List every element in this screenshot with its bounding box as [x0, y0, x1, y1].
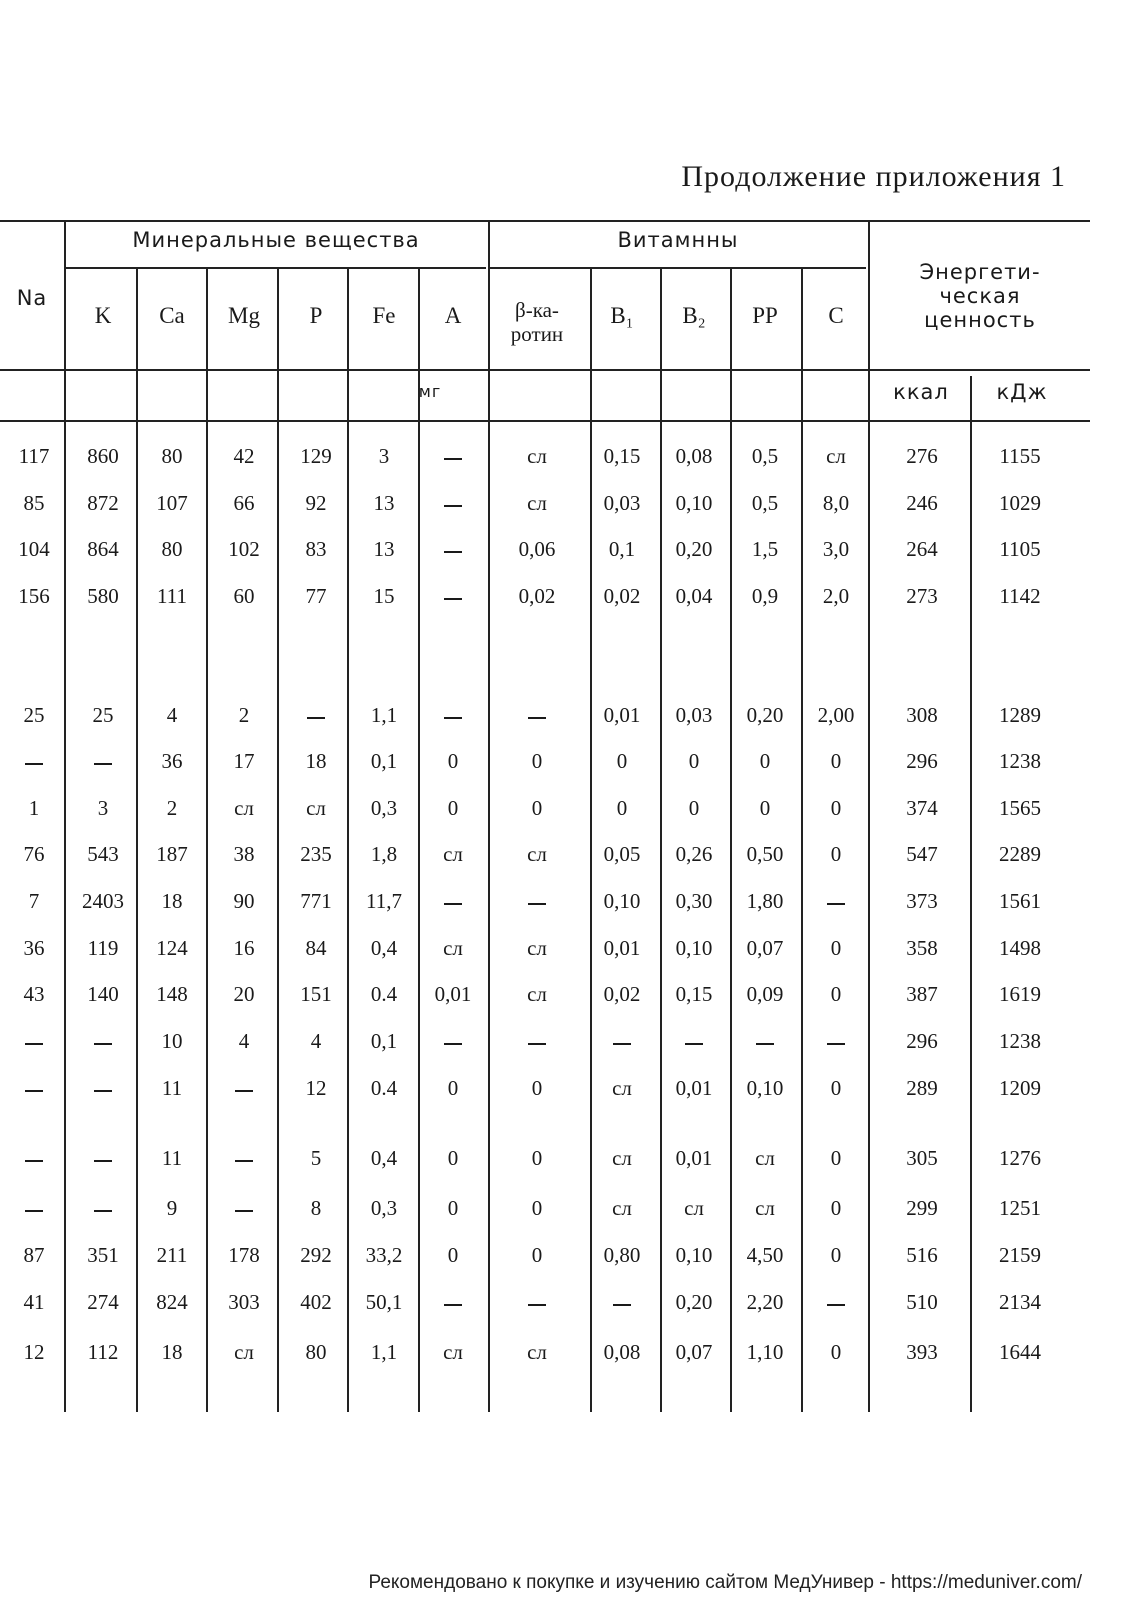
table-cell: 3 [378, 444, 390, 468]
table-cell: 1565 [999, 796, 1041, 820]
table-cell: 1,80 [746, 889, 784, 913]
table-cell: 25 [23, 703, 45, 727]
table-cell: 0,05 [603, 842, 641, 866]
table-cell: 129 [300, 444, 332, 468]
column-header: K [94, 303, 112, 328]
table-cell: 387 [906, 982, 938, 1006]
table-cell: 18 [161, 889, 183, 913]
table-cell: 1561 [999, 889, 1041, 913]
table-cell: 12 [23, 1340, 45, 1364]
table-cell: 10 [161, 1029, 183, 1053]
table-cell: сл [527, 444, 547, 468]
column-header: P [309, 303, 323, 328]
table-cell: 85 [23, 491, 45, 515]
table-cell: 246 [906, 491, 938, 515]
table-cell: 17 [233, 749, 255, 773]
table-cell: 0.4 [370, 1076, 398, 1100]
table-cell: 42 [233, 444, 255, 468]
table-cell: 864 [87, 537, 119, 561]
table-cell: 0 [830, 1196, 842, 1220]
table-cell: 0 [830, 982, 842, 1006]
table-cell: 0 [759, 796, 771, 820]
table-cell: 0,1 [608, 537, 636, 561]
table-cell: сл [527, 842, 547, 866]
table-cell: 0 [830, 842, 842, 866]
table-cell: 0,26 [675, 842, 713, 866]
table-cell: 8,0 [822, 491, 850, 515]
dash-mark [528, 903, 546, 905]
table-cell: 0,04 [675, 584, 713, 608]
header-energy-line: ценность [924, 308, 1036, 332]
table-cell: 0,10 [603, 889, 641, 913]
table-cell: 0,4 [370, 1146, 398, 1170]
table-cell: 80 [305, 1340, 327, 1364]
column-divider [730, 268, 732, 1412]
table-cell: 13 [373, 491, 395, 515]
column-header: A [444, 303, 462, 328]
table-cell: 2,0 [822, 584, 850, 608]
column-header: β-ка- [515, 298, 559, 322]
table-cell: 393 [906, 1340, 938, 1364]
table-cell: сл [527, 982, 547, 1006]
table-cell: 80 [161, 444, 183, 468]
table-cell: сл [527, 491, 547, 515]
table-cell: 2159 [999, 1243, 1041, 1267]
table-cell: 1276 [999, 1146, 1041, 1170]
table-cell: сл [684, 1196, 704, 1220]
table-cell: 43 [23, 982, 45, 1006]
table-cell: 0 [447, 1146, 459, 1170]
table-cell: 187 [156, 842, 188, 866]
table-cell: 0,5 [751, 491, 779, 515]
table-cell: 0,03 [675, 703, 713, 727]
table-cell: 2403 [82, 889, 124, 913]
column-header: B₂ [682, 303, 706, 328]
table-cell: 1155 [999, 444, 1041, 468]
header-na: Na [16, 286, 48, 310]
dash-mark [444, 458, 462, 460]
table-cell: 117 [18, 444, 50, 468]
table-cell: 111 [157, 584, 187, 608]
dash-mark [25, 1090, 43, 1092]
table-cell: сл [234, 796, 254, 820]
table-cell: 0 [830, 936, 842, 960]
table-cell: 0 [688, 796, 700, 820]
table-cell: 156 [18, 584, 50, 608]
table-cell: 0 [759, 749, 771, 773]
table-cell: 0 [531, 1243, 543, 1267]
column-divider [660, 268, 662, 1412]
table-cell: 1289 [999, 703, 1041, 727]
table-cell: 0,01 [675, 1076, 713, 1100]
table-cell: 12 [305, 1076, 327, 1100]
table-cell: 0 [830, 796, 842, 820]
table-cell: 0 [531, 796, 543, 820]
table-cell: 296 [906, 1029, 938, 1053]
table-cell: 0 [830, 1076, 842, 1100]
table-cell: 11 [161, 1146, 183, 1170]
dash-mark [444, 505, 462, 507]
table-cell: 151 [300, 982, 332, 1006]
table-cell: сл [612, 1146, 632, 1170]
table-cell: 273 [906, 584, 938, 608]
table-cell: 0 [830, 1340, 842, 1364]
dash-mark [827, 1304, 845, 1306]
table-cell: 77 [305, 584, 327, 608]
table-cell: 235 [300, 842, 332, 866]
table-cell: сл [443, 842, 463, 866]
dash-mark [444, 1043, 462, 1045]
table-cell: 0,03 [603, 491, 641, 515]
table-cell: 0,01 [434, 982, 472, 1006]
table-cell: 0,06 [518, 537, 556, 561]
table-cell: сл [612, 1196, 632, 1220]
units-kcal: ккал [893, 380, 949, 404]
table-cell: сл [755, 1146, 775, 1170]
dash-mark [444, 1304, 462, 1306]
table-cell: 510 [906, 1290, 938, 1314]
table-cell: 0 [531, 1196, 543, 1220]
column-divider [418, 268, 420, 1412]
table-cell: 1,1 [370, 1340, 398, 1364]
table-cell: 1,1 [370, 703, 398, 727]
dash-mark [756, 1043, 774, 1045]
dash-mark [444, 903, 462, 905]
table-cell: сл [612, 1076, 632, 1100]
table-cell: 0,07 [746, 936, 784, 960]
table-cell: 299 [906, 1196, 938, 1220]
table-cell: 0,02 [603, 584, 641, 608]
table-cell: 0,10 [675, 491, 713, 515]
table-cell: 0,1 [370, 749, 398, 773]
table-cell: 148 [156, 982, 188, 1006]
column-divider [801, 268, 803, 1412]
dash-mark [94, 1090, 112, 1092]
table-cell: сл [755, 1196, 775, 1220]
table-cell: 33,2 [365, 1243, 403, 1267]
table-cell: 2134 [999, 1290, 1041, 1314]
table-cell: 303 [228, 1290, 260, 1314]
table-cell: 4 [310, 1029, 322, 1053]
table-cell: 1209 [999, 1076, 1041, 1100]
table-cell: 18 [305, 749, 327, 773]
dash-mark [827, 1043, 845, 1045]
column-header: Ca [159, 303, 185, 328]
table-cell: 90 [233, 889, 255, 913]
column-header: Fe [372, 303, 396, 328]
table-cell: 0 [830, 749, 842, 773]
table-cell: 13 [373, 537, 395, 561]
rule-line [66, 267, 486, 269]
table-cell: 289 [906, 1076, 938, 1100]
dash-mark [685, 1043, 703, 1045]
table-cell: сл [443, 936, 463, 960]
table-cell: 66 [233, 491, 255, 515]
table-cell: 824 [156, 1290, 188, 1314]
table-cell: 0,20 [746, 703, 784, 727]
table-cell: 0,10 [675, 936, 713, 960]
table-cell: 0 [447, 1243, 459, 1267]
table-cell: 76 [23, 842, 45, 866]
dash-mark [25, 1160, 43, 1162]
dash-mark [94, 1043, 112, 1045]
table-cell: 112 [87, 1340, 119, 1364]
column-divider [590, 268, 592, 1412]
dash-mark [235, 1160, 253, 1162]
table-cell: 4 [166, 703, 178, 727]
table-cell: 0,01 [603, 936, 641, 960]
table-cell: 0 [531, 749, 543, 773]
table-cell: 1238 [999, 1029, 1041, 1053]
table-cell: сл [527, 936, 547, 960]
table-cell: 351 [87, 1243, 119, 1267]
table-cell: 16 [233, 936, 255, 960]
table-cell: 11,7 [366, 889, 402, 913]
table-cell: 0 [616, 796, 628, 820]
table-cell: 543 [87, 842, 119, 866]
table-cell: 87 [23, 1243, 45, 1267]
table-cell: 0,5 [751, 444, 779, 468]
table-cell: 0 [531, 1146, 543, 1170]
table-cell: 580 [87, 584, 119, 608]
table-cell: 0,08 [603, 1340, 641, 1364]
table-cell: 0 [447, 1196, 459, 1220]
table-cell: 1619 [999, 982, 1041, 1006]
table-cell: 1029 [999, 491, 1041, 515]
table-cell: 0,10 [746, 1076, 784, 1100]
table-cell: 0,3 [370, 1196, 398, 1220]
table-cell: 0,01 [603, 703, 641, 727]
table-cell: 7 [28, 889, 40, 913]
table-cell: 0,30 [675, 889, 713, 913]
column-header: C [828, 303, 844, 328]
table-cell: 140 [87, 982, 119, 1006]
table-cell: 0 [447, 796, 459, 820]
rule-line [0, 420, 1090, 422]
column-header: B₁ [610, 303, 634, 328]
footer-note[interactable]: Рекомендовано к покупке и изучению сайтом МедУнивер - https://meduniver.com/ [368, 1572, 1082, 1593]
table-cell: 92 [305, 491, 327, 515]
page-title: Продолжение приложения 1 [681, 160, 1066, 193]
dash-mark [25, 1043, 43, 1045]
table-cell: 0,07 [675, 1340, 713, 1364]
dash-mark [827, 903, 845, 905]
table-cell: 9 [166, 1196, 178, 1220]
table-cell: сл [527, 1340, 547, 1364]
table-cell: 18 [161, 1340, 183, 1364]
table-cell: 0 [616, 749, 628, 773]
table-cell: 0 [531, 1076, 543, 1100]
table-cell: 124 [156, 936, 188, 960]
table-cell: сл [234, 1340, 254, 1364]
dash-mark [307, 717, 325, 719]
rule-line [490, 267, 866, 269]
dash-mark [94, 1160, 112, 1162]
table-cell: 1251 [999, 1196, 1041, 1220]
table-cell: 296 [906, 749, 938, 773]
table-cell: 0 [830, 1243, 842, 1267]
dash-mark [528, 1043, 546, 1045]
table-cell: 4,50 [746, 1243, 784, 1267]
table-cell: 0,4 [370, 936, 398, 960]
table-cell: 872 [87, 491, 119, 515]
table-cell: 0.4 [370, 982, 398, 1006]
dash-mark [444, 717, 462, 719]
dash-mark [25, 1210, 43, 1212]
header-energy-line: ческая [939, 284, 1021, 308]
table-cell: сл [306, 796, 326, 820]
table-cell: 1142 [999, 584, 1041, 608]
table-cell: 102 [228, 537, 260, 561]
table-cell: 0,9 [751, 584, 779, 608]
table-cell: 0,02 [603, 982, 641, 1006]
table-cell: сл [443, 1340, 463, 1364]
table-cell: 0,80 [603, 1243, 641, 1267]
dash-mark [528, 717, 546, 719]
table-cell: 36 [23, 936, 45, 960]
table-cell: 5 [310, 1146, 322, 1170]
header-energy-line: Энергети- [919, 260, 1041, 284]
table-cell: 3 [97, 796, 109, 820]
table-cell: 1105 [999, 537, 1041, 561]
table-cell: 8 [310, 1196, 322, 1220]
table-cell: 1238 [999, 749, 1041, 773]
table-cell: 20 [233, 982, 255, 1006]
dash-mark [235, 1090, 253, 1092]
units-kj: кДж [996, 380, 1048, 404]
table-cell: 274 [87, 1290, 119, 1314]
units-mg: мг [418, 382, 442, 401]
table-cell: 178 [228, 1243, 260, 1267]
table-cell: 38 [233, 842, 255, 866]
column-divider [206, 268, 208, 1412]
table-cell: 0,09 [746, 982, 784, 1006]
column-divider [347, 268, 349, 1412]
table-cell: 0,3 [370, 796, 398, 820]
dash-mark [94, 1210, 112, 1212]
table-cell: 771 [300, 889, 332, 913]
table-cell: 41 [23, 1290, 45, 1314]
table-cell: 2,20 [746, 1290, 784, 1314]
table-cell: 2 [166, 796, 178, 820]
table-cell: 0,20 [675, 1290, 713, 1314]
dash-mark [528, 1304, 546, 1306]
rule-line [0, 220, 1090, 222]
table-cell: 3,0 [822, 537, 850, 561]
table-cell: 1644 [999, 1340, 1041, 1364]
table-cell: сл [826, 444, 846, 468]
table-cell: 11 [161, 1076, 183, 1100]
table-cell: 0,1 [370, 1029, 398, 1053]
table-cell: 264 [906, 537, 938, 561]
table-cell: 25 [92, 703, 114, 727]
column-header: PP [752, 303, 778, 328]
table-cell: 276 [906, 444, 938, 468]
header-vitamins: Витамнны [617, 228, 739, 252]
table-cell: 104 [18, 537, 50, 561]
table-cell: 0,20 [675, 537, 713, 561]
table-cell: 305 [906, 1146, 938, 1170]
table-cell: 308 [906, 703, 938, 727]
table-cell: 4 [238, 1029, 250, 1053]
table-cell: 36 [161, 749, 183, 773]
table-cell: 2289 [999, 842, 1041, 866]
dash-mark [25, 763, 43, 765]
table-cell: 84 [305, 936, 327, 960]
table-cell: 547 [906, 842, 938, 866]
table-cell: 373 [906, 889, 938, 913]
table-cell: 2,00 [817, 703, 855, 727]
dash-mark [613, 1043, 631, 1045]
table-cell: 2 [238, 703, 250, 727]
table-cell: 1,5 [751, 537, 779, 561]
table-cell: 1 [28, 796, 40, 820]
dash-mark [444, 551, 462, 553]
rule-line [0, 369, 1090, 371]
table-cell: 292 [300, 1243, 332, 1267]
table-cell: 83 [305, 537, 327, 561]
table-cell: 0,15 [675, 982, 713, 1006]
table-cell: 0 [447, 1076, 459, 1100]
table-cell: 50,1 [365, 1290, 403, 1314]
table-cell: 1,10 [746, 1340, 784, 1364]
table-cell: 374 [906, 796, 938, 820]
column-divider [277, 268, 279, 1412]
table-cell: 107 [156, 491, 188, 515]
table-cell: 402 [300, 1290, 332, 1314]
table-cell: 0,10 [675, 1243, 713, 1267]
dash-mark [235, 1210, 253, 1212]
table-cell: 119 [87, 936, 119, 960]
table-cell: 15 [373, 584, 395, 608]
table-cell: 1498 [999, 936, 1041, 960]
dash-mark [94, 763, 112, 765]
column-header: ротин [510, 322, 564, 346]
table-cell: 0,50 [746, 842, 784, 866]
dash-mark [444, 598, 462, 600]
table-cell: 0 [447, 749, 459, 773]
column-header: Mg [228, 303, 260, 328]
table-cell: 211 [156, 1243, 188, 1267]
table-cell: 0 [830, 1146, 842, 1170]
table-cell: 60 [233, 584, 255, 608]
table-cell: 0,08 [675, 444, 713, 468]
table-cell: 0,02 [518, 584, 556, 608]
table-cell: 80 [161, 537, 183, 561]
table-cell: 0,15 [603, 444, 641, 468]
column-divider [136, 268, 138, 1412]
table-cell: 0,01 [675, 1146, 713, 1170]
table-cell: 0 [688, 749, 700, 773]
table-cell: 358 [906, 936, 938, 960]
table-cell: 516 [906, 1243, 938, 1267]
header-minerals: Минеральные вещества [132, 228, 420, 252]
table-cell: 1,8 [370, 842, 398, 866]
dash-mark [613, 1304, 631, 1306]
table-cell: 860 [87, 444, 119, 468]
